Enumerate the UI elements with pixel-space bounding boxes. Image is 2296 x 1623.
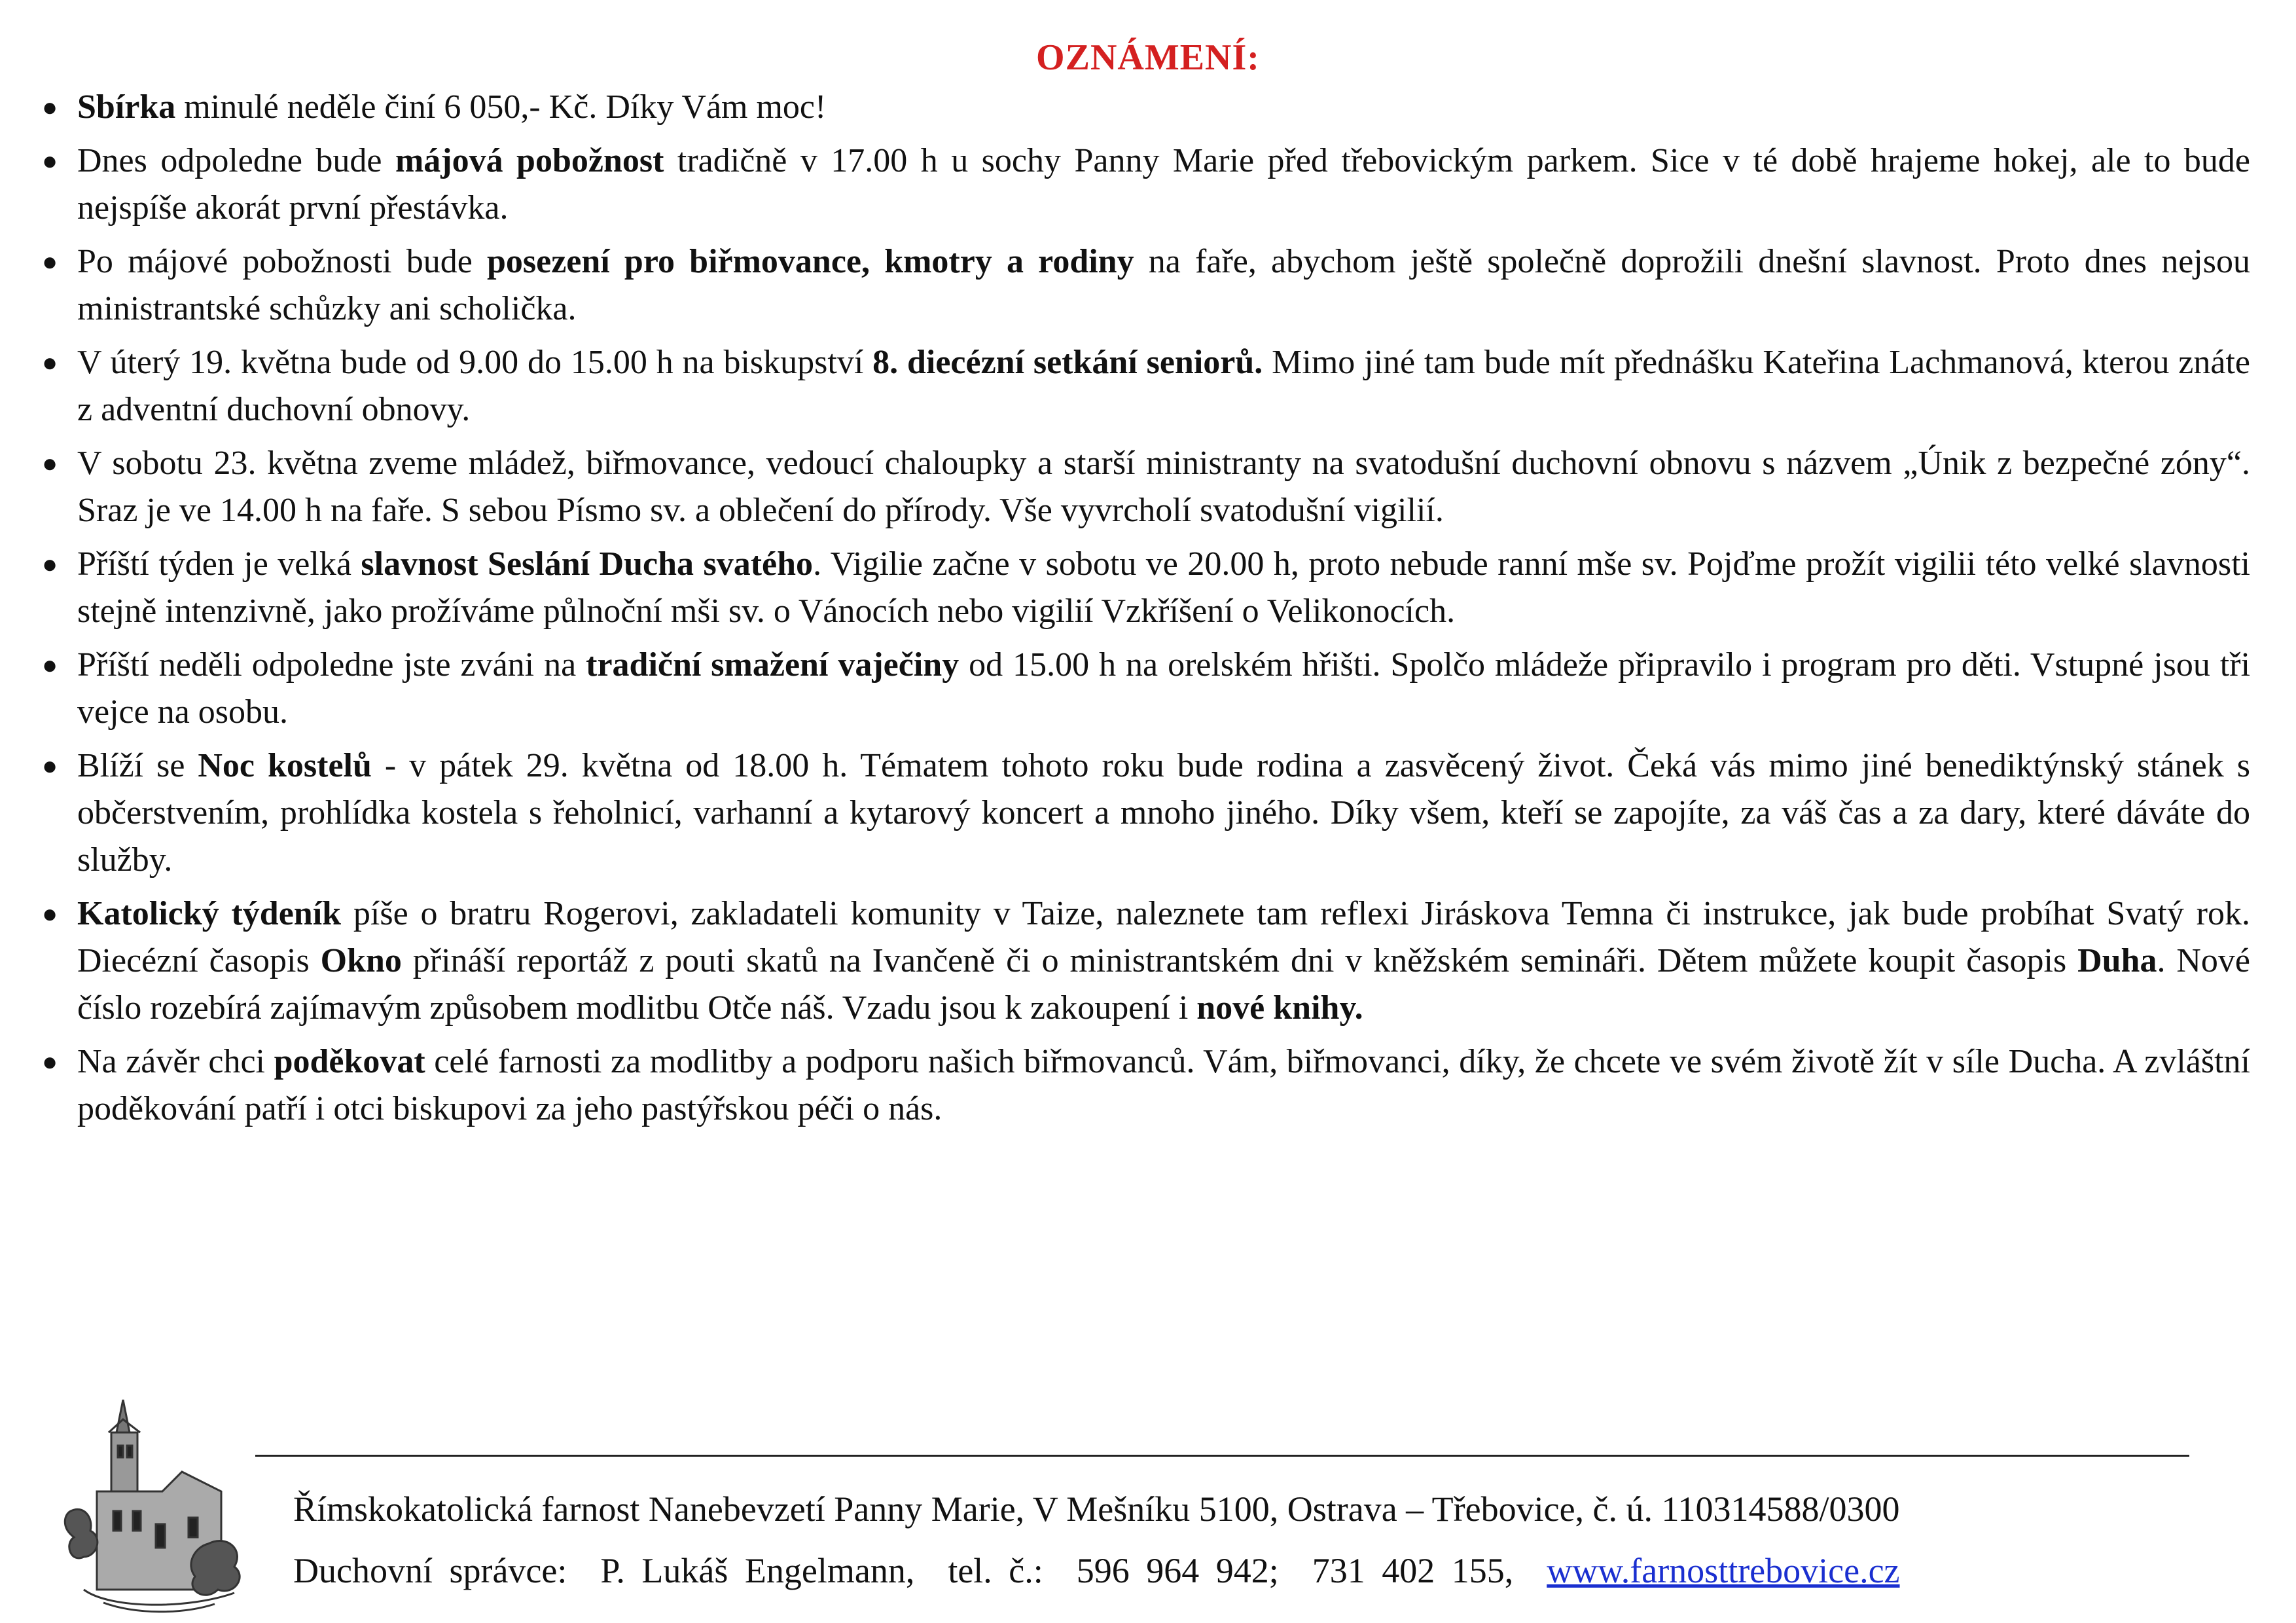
announcement-text: V sobotu 23. května zveme mládež, biřmovance, vedoucí chaloupky a starší ministranty na svatodušní duchovní obnovu s názvem „Únik z bezpečné zóny“. Sraz je ve 14.00 h na faře. S sebou Písmo sv. a oblečení do přírody. Vše vyvrcholí svatodušní vigilií. [77, 445, 2250, 529]
bullet-icon: ● [42, 448, 58, 478]
bullet-icon: ● [42, 751, 58, 780]
announcement-item [37, 84, 2250, 131]
bullet-icon: ● [42, 650, 58, 680]
announcement-text: píše o bratru Rogerovi, zakladateli komunity v Taize, naleznete tam reflexi Jiráskova Temna či instrukce, jak bude probíhat Svatý rok. Diecézní časopis [77, 895, 2250, 979]
announcement-text: V úterý 19. května bude od 9.00 do 15.00 h na biskupství [77, 344, 873, 381]
footer-divider [255, 1455, 2189, 1457]
announcement-item [37, 440, 2250, 534]
announcement-text: minulé neděle činí 6 050,- Kč. Díky Vám moc! [175, 88, 827, 126]
bullet-icon: ● [42, 1047, 58, 1076]
announcement-text: Příští neděli odpoledne jste zváni na [77, 646, 586, 684]
footer-parish-info: Římskokatolická farnost Nanebevzetí Panny Marie, V Mešníku 5100, Ostrava – Třebovice, č. ú. 110314588/0300 [293, 1489, 1900, 1529]
footer-contact [293, 1548, 2191, 1594]
announcement-item [37, 137, 2250, 232]
announcement-text: Mimo jiné tam bude mít přednášku Kateřina Lachmanová, kterou znáte z adventní duchovní obnovy. [77, 344, 2250, 428]
announcement-item [37, 642, 2250, 736]
announcement-text: . Vigilie začne v sobotu ve 20.00 h, proto nebude ranní mše sv. Pojďme prožít vigilii této velké slavnosti stejně intenzivně, jako prožíváme půlnoční mši sv. o Vánocích nebo vigilií Vzkříšení o Velikonocích. [77, 545, 2250, 630]
announcement-text: přináší reportáž z pouti skatů na Ivančeně či o ministrantském dni v kněžském semináři. Dětem můžete koupit časopis [401, 942, 2078, 979]
announcement-text: na faře, abychom ještě společně doprožili dnešní slavnost. Proto dnes nejsou ministrantské schůzky ani scholička. [77, 243, 2250, 327]
announcement-text: Blíží se [77, 747, 198, 784]
announcement-text: Dnes odpoledne bude [77, 142, 395, 179]
announcement-highlight: májová pobožnost [395, 142, 664, 179]
bullet-icon: ● [42, 92, 58, 122]
announcement-text: . Nové číslo rozebírá zajímavým způsobem modlitbu Otče náš. Vzadu jsou k zakoupení i [77, 942, 2250, 1027]
footer-contact-text: Duchovní správce: P. Lukáš Engelmann, tel. č.: 596 964 942; 731 402 155, [293, 1551, 1547, 1590]
announcement-text: - v pátek 29. května od 18.00 h. Tématem tohoto roku bude rodina a zasvěcený život. Čeká vás mimo jiné benediktýnský stánek s občerstvením, prohlídka kostela s řeholnicí, varhanní a kytarový koncert a mnoho jiného. Díky všem, kteří se zapojíte, za váš čas a za dary, které dáváte do služby. [77, 747, 2250, 879]
announcement-highlight: nové knihy. [1196, 989, 1363, 1027]
bullet-icon: ● [42, 146, 58, 175]
announcement-text: Na závěr chci [77, 1043, 274, 1080]
website-link[interactable]: www.farnosttrebovice.cz [1547, 1551, 1900, 1590]
bullet-icon: ● [42, 899, 58, 928]
announcement-list [37, 84, 2250, 1139]
announcement-highlight: Sbírka [77, 88, 176, 126]
announcement-text: tradičně v 17.00 h u sochy Panny Marie před třebovickým parkem. Sice v té době hrajeme hokej, ale to bude nejspíše akorát první přestávka. [77, 142, 2250, 227]
announcement-item [37, 890, 2250, 1032]
church-logo-icon [58, 1393, 249, 1616]
announcement-highlight: Okno [320, 942, 402, 979]
bullet-icon: ● [42, 247, 58, 276]
announcement-highlight: poděkovat [274, 1043, 425, 1080]
announcement-highlight: 8. diecézní setkání seniorů. [872, 344, 1263, 381]
announcement-highlight: Katolický týdeník [77, 895, 342, 932]
bullet-icon: ● [42, 348, 58, 377]
announcement-highlight: Noc kostelů [198, 747, 372, 784]
announcement-item [37, 541, 2250, 635]
page-title: OZNÁMENÍ: [1036, 37, 1260, 78]
announcement-highlight: posezení pro biřmovance, kmotry a rodiny [486, 243, 1134, 280]
announcement-text: Po májové pobožnosti bude [77, 243, 487, 280]
announcement-item [37, 339, 2250, 433]
announcement-highlight: slavnost Seslání Ducha svatého [361, 545, 814, 583]
announcement-highlight: tradiční smažení vaječiny [586, 646, 960, 684]
announcement-highlight: Duha [2077, 942, 2157, 979]
bullet-icon: ● [42, 549, 58, 579]
announcement-text: od 15.00 h na orelském hřišti. Spolčo mládeže připravilo i program pro děti. Vstupné jsou tři vejce na osobu. [77, 646, 2251, 731]
announcement-item [37, 742, 2250, 884]
announcement-item [37, 238, 2250, 333]
announcement-item [37, 1038, 2250, 1133]
announcement-text: celé farnosti za modlitby a podporu našich biřmovanců. Vám, biřmovanci, díky, že chcete ve svém životě žít v síle Ducha. A zvláštní poděkování patří i otci biskupovi za jeho pastýřskou péči o nás. [77, 1043, 2251, 1127]
announcement-text: Příští týden je velká [77, 545, 361, 583]
